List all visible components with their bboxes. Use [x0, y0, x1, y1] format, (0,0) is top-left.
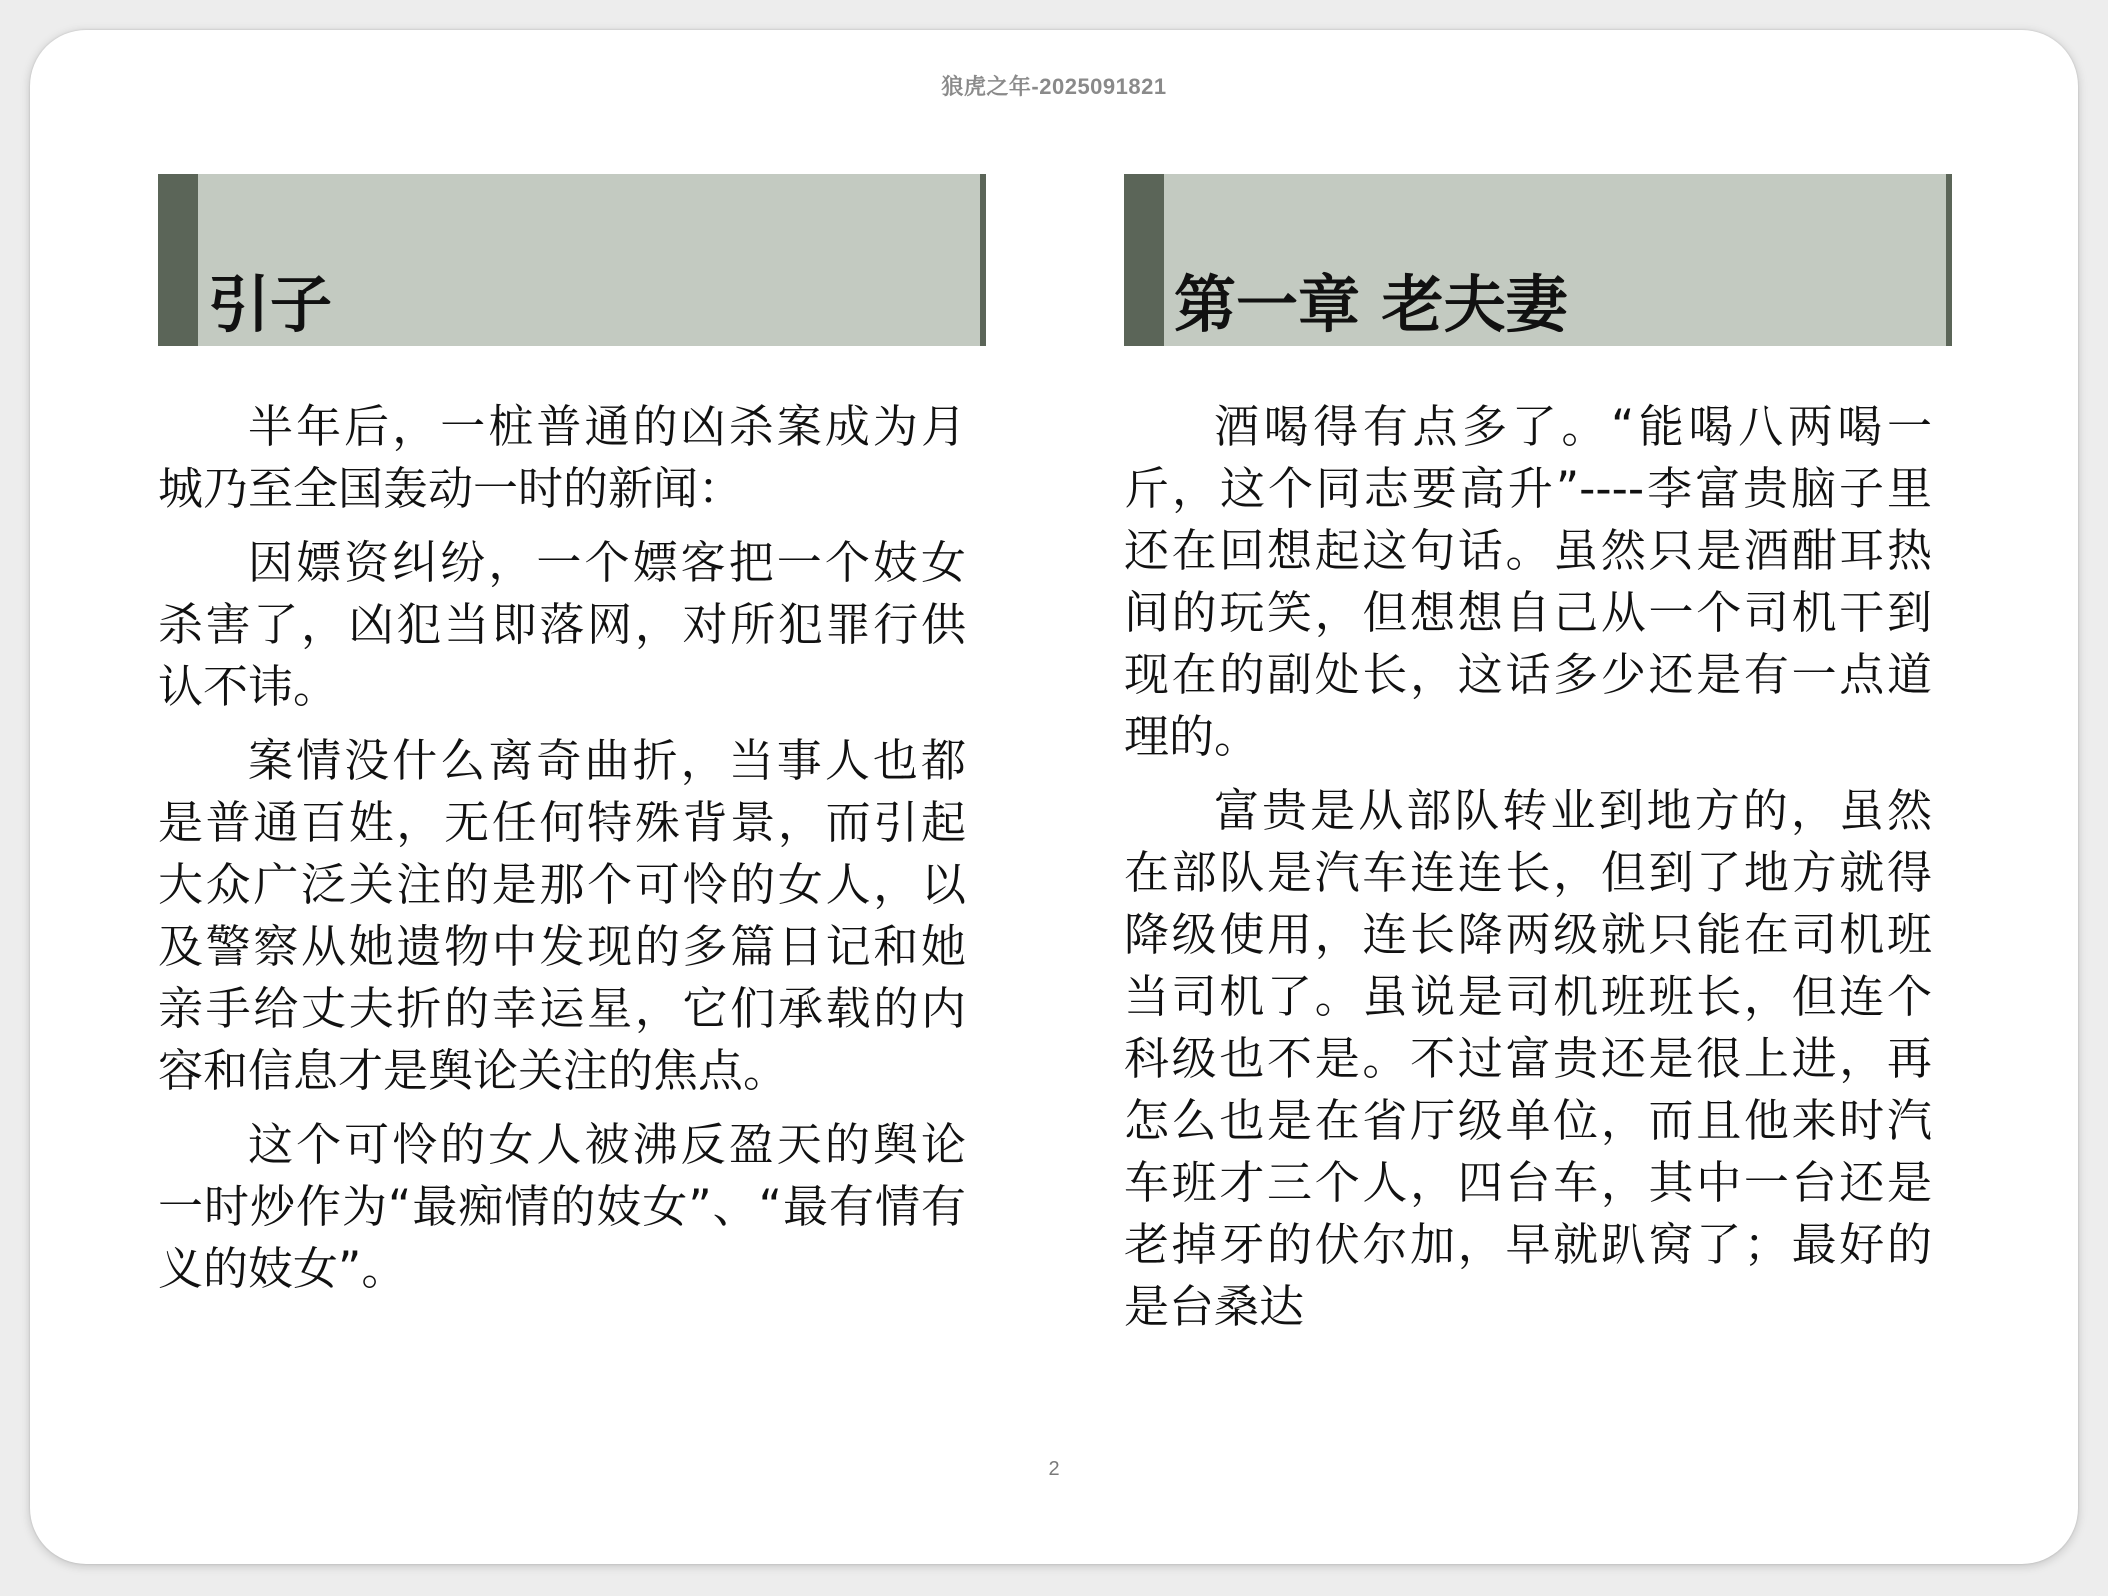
paragraph: 因嫖资纠纷，一个嫖客把一个妓女杀害了，凶犯当即落网，对所犯罪行供认不讳。 — [158, 536, 966, 713]
page-number: 2 — [1048, 1458, 1060, 1480]
banner-end-rule — [980, 174, 986, 346]
right-page — [1124, 174, 1952, 1350]
book-title-header: 狼虎之年-2025091821 — [941, 74, 1167, 99]
banner-accent-bar — [158, 174, 198, 346]
left-page — [158, 174, 986, 1312]
chapter-banner — [158, 174, 986, 346]
paragraph: 半年后，一桩普通的凶杀案成为月城乃至全国轰动一时的新闻： — [158, 400, 966, 515]
chapter-title: 引子 — [208, 268, 333, 341]
banner-end-rule — [1946, 174, 1952, 346]
banner-accent-bar — [1124, 174, 1164, 346]
paragraph: 酒喝得有点多了。“能喝八两喝一斤，这个同志要高升”----李富贵脑子里还在回想起这句话。虽然只是酒酣耳热间的玩笑，但想想自己从一个司机干到现在的副处长，这话多少还是有一点道理的。 — [1124, 400, 1932, 763]
paragraph: 案情没什么离奇曲折，当事人也都是普通百姓，无任何特殊背景，而引起大众广泛关注的是那个可怜的女人，以及警察从她遗物中发现的多篇日记和她亲手给丈夫折的幸运星，它们承载的内容和信息才是舆论关注的焦点。 — [158, 734, 966, 1097]
paragraph: 富贵是从部队转业到地方的，虽然在部队是汽车连连长，但到了地方就得降级使用，连长降两级就只能在司机班当司机了。虽说是司机班班长，但连个科级也不是。不过富贵还是很上进，再怎么也是在省厅级单位，而且他来时汽车班才三个人，四台车，其中一台还是老掉牙的伏尔加，早就趴窝了；最好的是台桑达 — [1124, 784, 1932, 1333]
paragraph: 这个可怜的女人被沸反盈天的舆论一时炒作为“最痴情的妓女”、“最有情有义的妓女”。 — [158, 1118, 966, 1295]
chapter-body — [1124, 396, 1932, 1338]
reader-page[interactable] — [30, 30, 2078, 1564]
chapter-body — [158, 396, 966, 1300]
chapter-banner — [1124, 174, 1952, 346]
chapter-title: 第一章 老夫妻 — [1174, 268, 1568, 341]
